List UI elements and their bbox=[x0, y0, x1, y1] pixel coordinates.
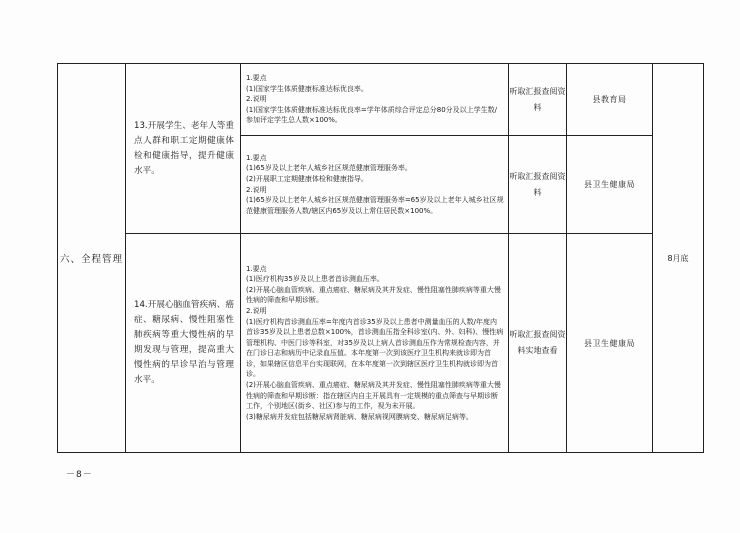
method-label: 听取汇报查阅资料 bbox=[509, 171, 566, 197]
table-row bbox=[58, 234, 704, 453]
department-label: 县教育局 bbox=[592, 95, 627, 104]
standard-line: 2.说明 bbox=[246, 306, 267, 315]
department-cell bbox=[567, 136, 653, 234]
standard-line: (2)开展心脑血管疾病、重点癌症、糖尿病及其并发症、慢性阻塞性肺疾病等重大慢性病的筛查和早期诊断：指在辖区内自主开展具有一定规模的重点筛查与早期诊断工作，个别地区(街乡、社区)参与的工作，视为未开展。 bbox=[246, 381, 501, 411]
standard-line: (1)国家学生体质健康标准达标优良率。 bbox=[246, 84, 368, 93]
category-label: 六、全程管理 bbox=[59, 254, 123, 265]
standard-line: (1)医疗机构首诊测血压率=年度内首诊35岁及以上患者中测量血压的人数/年度内首诊35岁及以上患者总数×100%，首诊测血压指全科诊室(内、外、妇科)、慢性病管理机构、中医门诊等科室，对35岁及以上病人首诊测血压作为常规检查内容，并在门诊日志和病历中记录血压值。本年度第一次到该医疗卫生机构来就诊即为首诊，如果辖区信息平台实现联网，在本年度第一次到辖区医疗卫生机构就诊即为首诊。 bbox=[246, 317, 504, 379]
item-13-title: 13.开展学生、老年人等重点人群和职工定期健康体检和健康指导，提升健康水平。 bbox=[134, 120, 234, 176]
department-cell bbox=[567, 234, 653, 453]
department-cell bbox=[567, 64, 653, 136]
method-cell bbox=[509, 234, 567, 453]
category-cell bbox=[58, 64, 126, 453]
standard-line: (3)糖尿病并发症包括糖尿病肾脏病、糖尿病视网膜病变、糖尿病足病等。 bbox=[246, 412, 473, 421]
standards-cell bbox=[241, 136, 509, 234]
standard-line: (1)65岁及以上老年人城乡社区规范健康管理服务率=65岁及以上老年人城乡社区规范健康管理服务人数/辖区内65岁及以上常住居民数×100%。 bbox=[246, 196, 504, 215]
method-label: 听取汇报查阅资料 bbox=[509, 86, 566, 112]
item-14-cell bbox=[126, 234, 241, 453]
standard-line: 2.说明 bbox=[246, 185, 267, 194]
deadline-label: 8月底 bbox=[667, 253, 689, 263]
standard-line: (2)开展职工定期健康体检和健康指导。 bbox=[246, 174, 368, 183]
standard-line: 2.说明 bbox=[246, 95, 267, 104]
standard-line: 1.要点 bbox=[246, 74, 267, 83]
item-14-title: 14.开展心脑血管疾病、癌症、糖尿病、慢性阻塞性肺疾病等重大慢性病的早期发现与管理，提高重大慢性病的早诊早治与管理水平。 bbox=[134, 300, 234, 385]
item-13-cell bbox=[126, 64, 241, 234]
standard-line: (2)开展心脑血管疾病、重点癌症、糖尿病及其并发症、慢性阻塞性肺疾病等重大慢性病的筛查和早期诊断。 bbox=[246, 285, 501, 305]
method-cell bbox=[509, 64, 567, 136]
department-label: 县卫生健康局 bbox=[584, 180, 635, 189]
standard-line: (1)65岁及以上老年人城乡社区规范健康管理服务率。 bbox=[246, 164, 412, 173]
standard-line: (1)医疗机构35岁及以上患者首诊测血压率。 bbox=[246, 275, 384, 284]
department-label: 县卫生健康局 bbox=[584, 338, 635, 348]
standards-cell bbox=[241, 64, 509, 136]
page-number: －8－ bbox=[66, 470, 93, 480]
standards-cell bbox=[241, 234, 509, 453]
method-label: 听取汇报查阅资料实地查看 bbox=[509, 330, 566, 355]
deadline-cell bbox=[653, 64, 704, 453]
table-row bbox=[58, 64, 704, 136]
method-cell bbox=[509, 136, 567, 234]
standard-line: 1.要点 bbox=[246, 264, 267, 273]
standard-line: (1)国家学生体质健康标准达标优良率=学年体质综合评定总分80分及以上学生数/参加评定学生总人数×100%。 bbox=[246, 105, 498, 125]
standard-line: 1.要点 bbox=[246, 153, 267, 162]
evaluation-table bbox=[57, 63, 704, 453]
